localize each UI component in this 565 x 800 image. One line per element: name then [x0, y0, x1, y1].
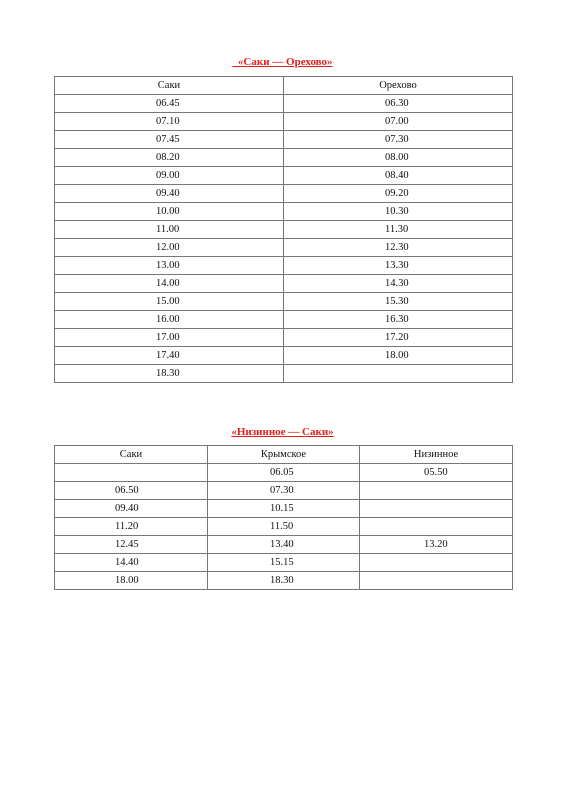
time-cell: 17.00 — [55, 329, 284, 347]
time-cell: 13.20 — [360, 536, 513, 554]
time-cell: 14.40 — [55, 554, 208, 572]
time-cell: 09.40 — [55, 500, 208, 518]
time-cell: 08.40 — [284, 167, 513, 185]
time-cell: 10.00 — [55, 203, 284, 221]
route2-title: «Низинное — Саки» — [231, 426, 334, 438]
time-cell: 17.40 — [55, 347, 284, 365]
time-cell: 05.50 — [360, 464, 513, 482]
time-cell — [360, 482, 513, 500]
route1-schedule-table — [54, 76, 513, 383]
table-header-row — [55, 77, 513, 95]
table-row — [55, 536, 513, 554]
column-header: Саки — [55, 446, 208, 464]
time-cell — [284, 365, 513, 383]
table-row — [55, 257, 513, 275]
time-cell: 16.00 — [55, 311, 284, 329]
time-cell: 17.20 — [284, 329, 513, 347]
table-row — [55, 572, 513, 590]
time-cell: 07.45 — [55, 131, 284, 149]
time-cell: 18.00 — [284, 347, 513, 365]
time-cell: 12.00 — [55, 239, 284, 257]
time-cell: 12.30 — [284, 239, 513, 257]
time-cell: 11.50 — [208, 518, 360, 536]
time-cell: 13.40 — [208, 536, 360, 554]
time-cell: 07.30 — [208, 482, 360, 500]
table-row — [55, 239, 513, 257]
table-row — [55, 365, 513, 383]
time-cell: 14.00 — [55, 275, 284, 293]
time-cell: 06.50 — [55, 482, 208, 500]
time-cell: 15.15 — [208, 554, 360, 572]
time-cell — [360, 500, 513, 518]
table-row — [55, 500, 513, 518]
table-row — [55, 113, 513, 131]
time-cell: 09.40 — [55, 185, 284, 203]
table-row — [55, 347, 513, 365]
time-cell — [360, 554, 513, 572]
time-cell — [360, 518, 513, 536]
route2-schedule-table — [54, 445, 513, 590]
time-cell: 13.30 — [284, 257, 513, 275]
route1-title: «Саки — Орехово» — [232, 56, 333, 68]
time-cell — [55, 464, 208, 482]
table-row — [55, 293, 513, 311]
time-cell: 11.00 — [55, 221, 284, 239]
time-cell: 11.30 — [284, 221, 513, 239]
table-row — [55, 275, 513, 293]
time-cell: 11.20 — [55, 518, 208, 536]
table-row — [55, 185, 513, 203]
time-cell: 15.30 — [284, 293, 513, 311]
time-cell: 18.30 — [55, 365, 284, 383]
time-cell: 18.30 — [208, 572, 360, 590]
time-cell: 10.15 — [208, 500, 360, 518]
table-row — [55, 311, 513, 329]
time-cell: 06.30 — [284, 95, 513, 113]
table-row — [55, 203, 513, 221]
time-cell: 16.30 — [284, 311, 513, 329]
time-cell: 07.30 — [284, 131, 513, 149]
time-cell: 12.45 — [55, 536, 208, 554]
time-cell: 09.20 — [284, 185, 513, 203]
table-row — [55, 329, 513, 347]
table-row — [55, 518, 513, 536]
time-cell: 09.00 — [55, 167, 284, 185]
table-row — [55, 149, 513, 167]
time-cell: 14.30 — [284, 275, 513, 293]
table-row — [55, 554, 513, 572]
column-header: Саки — [55, 77, 284, 95]
table-row — [55, 464, 513, 482]
table-row — [55, 221, 513, 239]
time-cell: 07.10 — [55, 113, 284, 131]
time-cell: 08.20 — [55, 149, 284, 167]
column-header: Низинное — [360, 446, 513, 464]
time-cell — [360, 572, 513, 590]
time-cell: 18.00 — [55, 572, 208, 590]
time-cell: 07.00 — [284, 113, 513, 131]
column-header: Крымское — [208, 446, 360, 464]
time-cell: 08.00 — [284, 149, 513, 167]
table-row — [55, 482, 513, 500]
time-cell: 06.05 — [208, 464, 360, 482]
table-row — [55, 167, 513, 185]
time-cell: 13.00 — [55, 257, 284, 275]
time-cell: 10.30 — [284, 203, 513, 221]
table-row — [55, 95, 513, 113]
column-header: Орехово — [284, 77, 513, 95]
time-cell: 15.00 — [55, 293, 284, 311]
table-header-row — [55, 446, 513, 464]
table-row — [55, 131, 513, 149]
time-cell: 06.45 — [55, 95, 284, 113]
